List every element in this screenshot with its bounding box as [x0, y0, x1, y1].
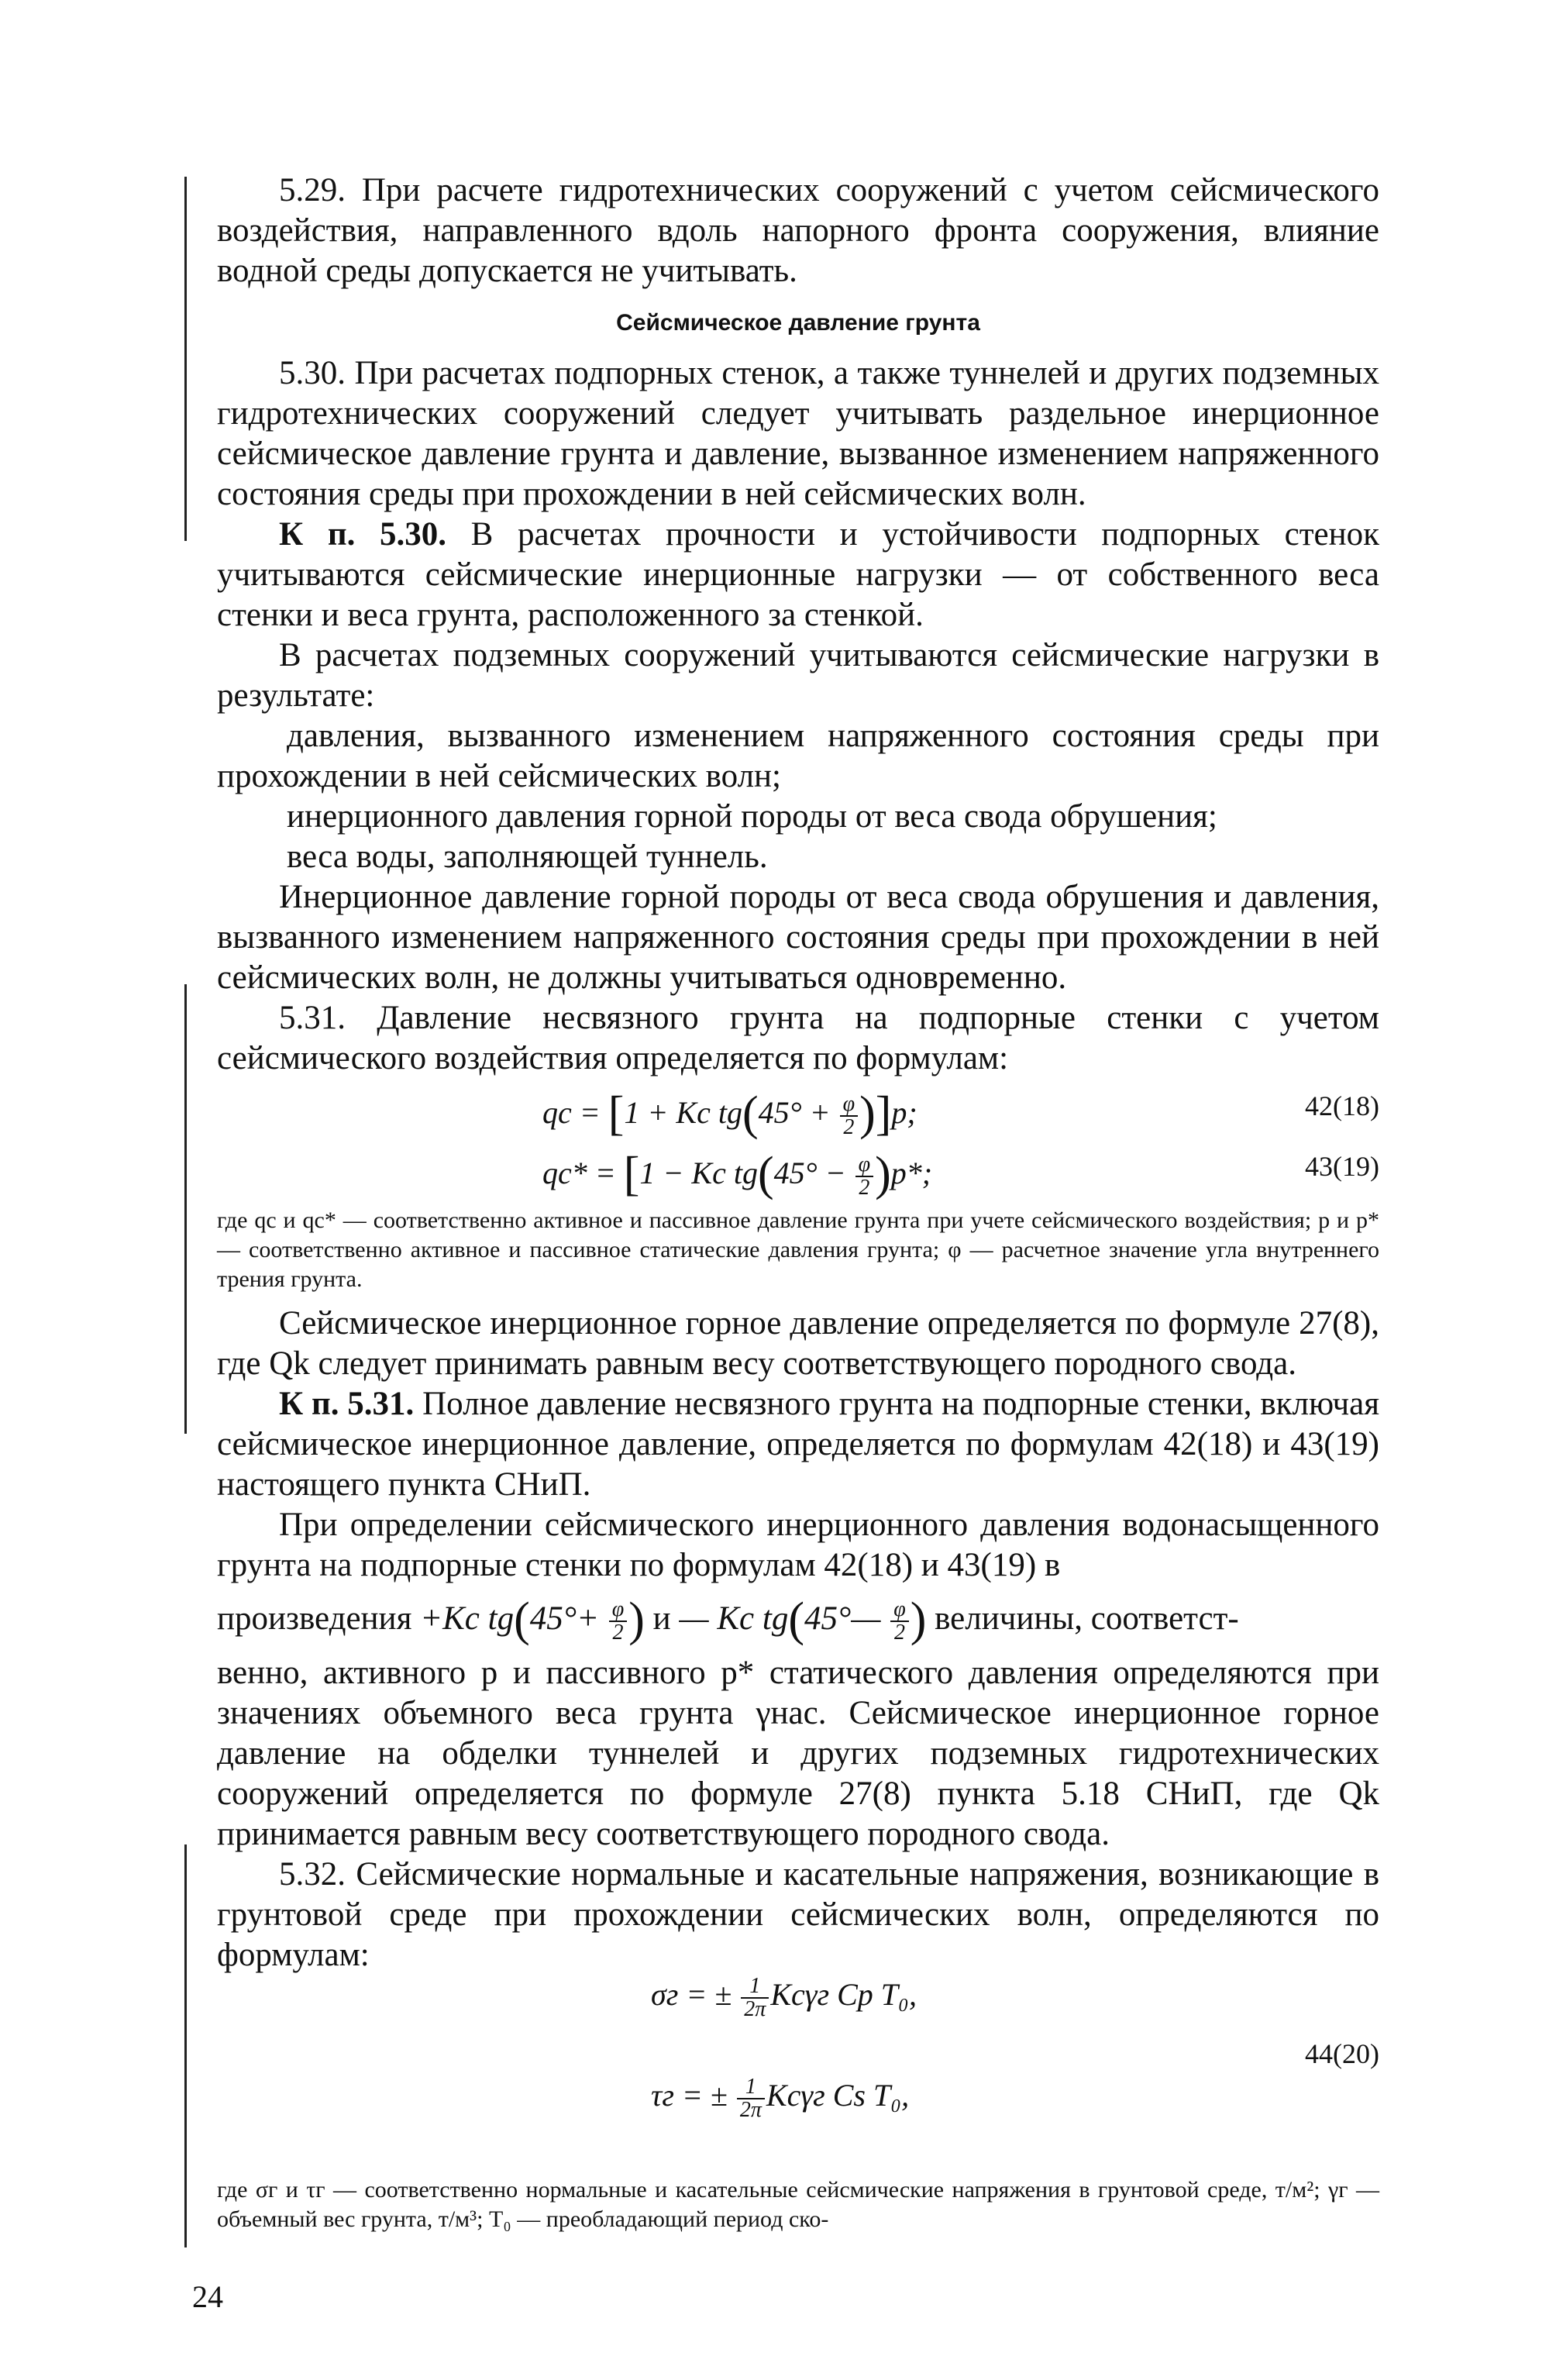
commentary-text: Полное давление несвязного грунта на подпорные стенки, включая сейсмическое инерционное давление, определяется по формулам 42(18) и 43(19) настоящего пункта СНиП. [217, 1386, 1379, 1503]
commentary-lead: К п. 5.30. [279, 516, 446, 553]
sigma-formula: σг = ± $\frac{1}{2\pi}$ Kcγг Cp T₀, [651, 1974, 917, 2021]
commentary-lead: К п. 5.31. [279, 1386, 415, 1422]
footnote-5-32: где σг и τг — соответственно нормальные и касательные сейсмические напряжения в грунтовой среде, т/м²; γг — объемный вес грунта, т/м³; T₀ — преобладающий период ско- [217, 2177, 1379, 2232]
footnote-5-31: где qc и qc* — соответственно активное и пассивное давление грунта при учете сейсмического воздействия; p и p* — соответственно активное и пассивное статические давления грунта; φ — расчетное значение угла внутреннего трения грунта. [217, 1207, 1379, 1292]
fraction: $\frac{1}{2\pi}$ [737, 2076, 765, 2121]
section-heading: Сейсмическое давление грунта [616, 310, 980, 336]
paragraph-5-32: 5.32. Сейсмические нормальные и касательные напряжения, возникающие в грунтовой среде при прохождении сейсмических волн, определяются по формулам: [217, 1856, 1379, 1973]
commentary-text: В расчетах прочности и устойчивости подпорных стенок учитываются сейсмические инерционные нагрузки — от собственного веса стенки и веса грунта, расположенного за стенкой. [217, 516, 1379, 633]
formula-44-20 [217, 1975, 1379, 2169]
formula-term: p*; [890, 1156, 933, 1190]
fraction: $\frac{\varphi}{2}$ [855, 1154, 874, 1199]
tau-formula: τг = ± $\frac{1}{2\pi}$ Kcγг Cs T₀, [651, 2075, 910, 2122]
inline-text: величины, соответст- [935, 1600, 1239, 1637]
list-item: давления, вызванного изменением напряженного состояния среды при прохождении в ней сейсмических волн; [217, 718, 1379, 794]
list-item: веса воды, заполняющей туннель. [287, 839, 768, 875]
fraction: $\frac{1}{2\pi}$ [741, 1975, 769, 2020]
formula-number: 43(19) [1305, 1151, 1379, 1182]
inline-term: +Kc tg [420, 1600, 515, 1637]
commentary-5-30-c: Инерционное давление горной породы от веса свода обрушения и давления, вызванного изменением напряженного состояния среды при прохождении в ней сейсмических волн, не должны учитываться одновременно. [217, 879, 1379, 996]
margin-bar-1 [184, 177, 187, 541]
formula-number: 44(20) [1305, 2038, 1379, 2069]
fraction: $\frac{\varphi}{2}$ [890, 1599, 909, 1644]
commentary-5-31-b: При определении сейсмического инерционного давления водонасыщенного грунта на подпорные стенки по формулам 42(18) и 43(19) в [217, 1507, 1379, 1583]
formula-43-19: qc* = [1 − Kc tg(45° − $\frac{\varphi}{2}$ )p*; 43(19) [542, 1148, 1379, 1200]
paragraph-5-31-b: Сейсмическое инерционное горное давление определяется по формуле 27(8), где Qk следует принимать равным весу соответствующего породного свода. [217, 1305, 1379, 1382]
page-number: 24 [192, 2279, 223, 2314]
inline-text: и [652, 1600, 671, 1637]
formula-term: 1 − Kc tg [639, 1156, 758, 1190]
paragraph-5-31: 5.31. Давление несвязного грунта на подпорные стенки с учетом сейсмического воздействия определяется по формулам: [217, 1000, 1379, 1076]
fraction: $\frac{\varphi}{2}$ [840, 1094, 859, 1138]
formula-term: 45° + [758, 1095, 838, 1130]
commentary-5-31-c: венно, активного p и пассивного p* статического давления определяются при значениях объемного веса грунта γнас. Сейсмическое инерционное горное давление на обделки туннелей и других подземных гидротехнических сооружений определяется по формуле 27(8) пункта 5.18 СНиП, где Qk принимается равным весу соответствующего породного свода. [217, 1655, 1379, 1852]
commentary-5-31 [217, 1384, 1379, 1505]
inline-formula-row: произведения +Kc tg(45°+ $\frac{\varphi}{2}$ ) и — Kc tg(45°— $\frac{\varphi}{2}$ ) величины, соответст- [217, 1593, 1239, 1646]
commentary-5-30 [217, 515, 1379, 635]
paragraph-5-30: 5.30. При расчетах подпорных стенок, а также туннелей и других подземных гидротехнических сооружений следует учитывать раздельное инерционное сейсмическое давление грунта и давление, вызванное изменением напряженного состояния среды при прохождении в ней сейсмических волн. [217, 355, 1379, 512]
fraction: $\frac{\varphi}{2}$ [609, 1599, 628, 1644]
formula-term: p; [891, 1095, 917, 1130]
formula-lhs: qc* = [542, 1156, 624, 1190]
commentary-5-30-b: В расчетах подземных сооружений учитываются сейсмические нагрузки в результате: [217, 637, 1379, 714]
formula-lhs: qc = [542, 1095, 608, 1130]
margin-bar-3 [184, 1844, 187, 2247]
paragraph-5-29: 5.29. При расчете гидротехнических сооружений с учетом сейсмического воздействия, направленного вдоль напорного фронта сооружения, влияние водной среды допускается не учитывать. [217, 172, 1379, 289]
formula-number: 42(18) [1305, 1090, 1379, 1121]
inline-term: 45°— [804, 1600, 890, 1637]
inline-term: 45°+ [529, 1600, 608, 1637]
formula-42-18: qc = [1 + Kc tg(45° + $\frac{\varphi}{2}$ )]p; 42(18) [542, 1087, 1379, 1140]
formula-term: 45° − [773, 1156, 854, 1190]
margin-bar-2 [184, 984, 187, 1434]
inline-text: произведения [217, 1600, 412, 1637]
inline-term: — Kc tg [679, 1600, 789, 1637]
document-page [217, 170, 1379, 2244]
list-item: инерционного давления горной породы от веса свода обрушения; [287, 798, 1217, 835]
formula-term: 1 + Kc tg [624, 1095, 742, 1130]
